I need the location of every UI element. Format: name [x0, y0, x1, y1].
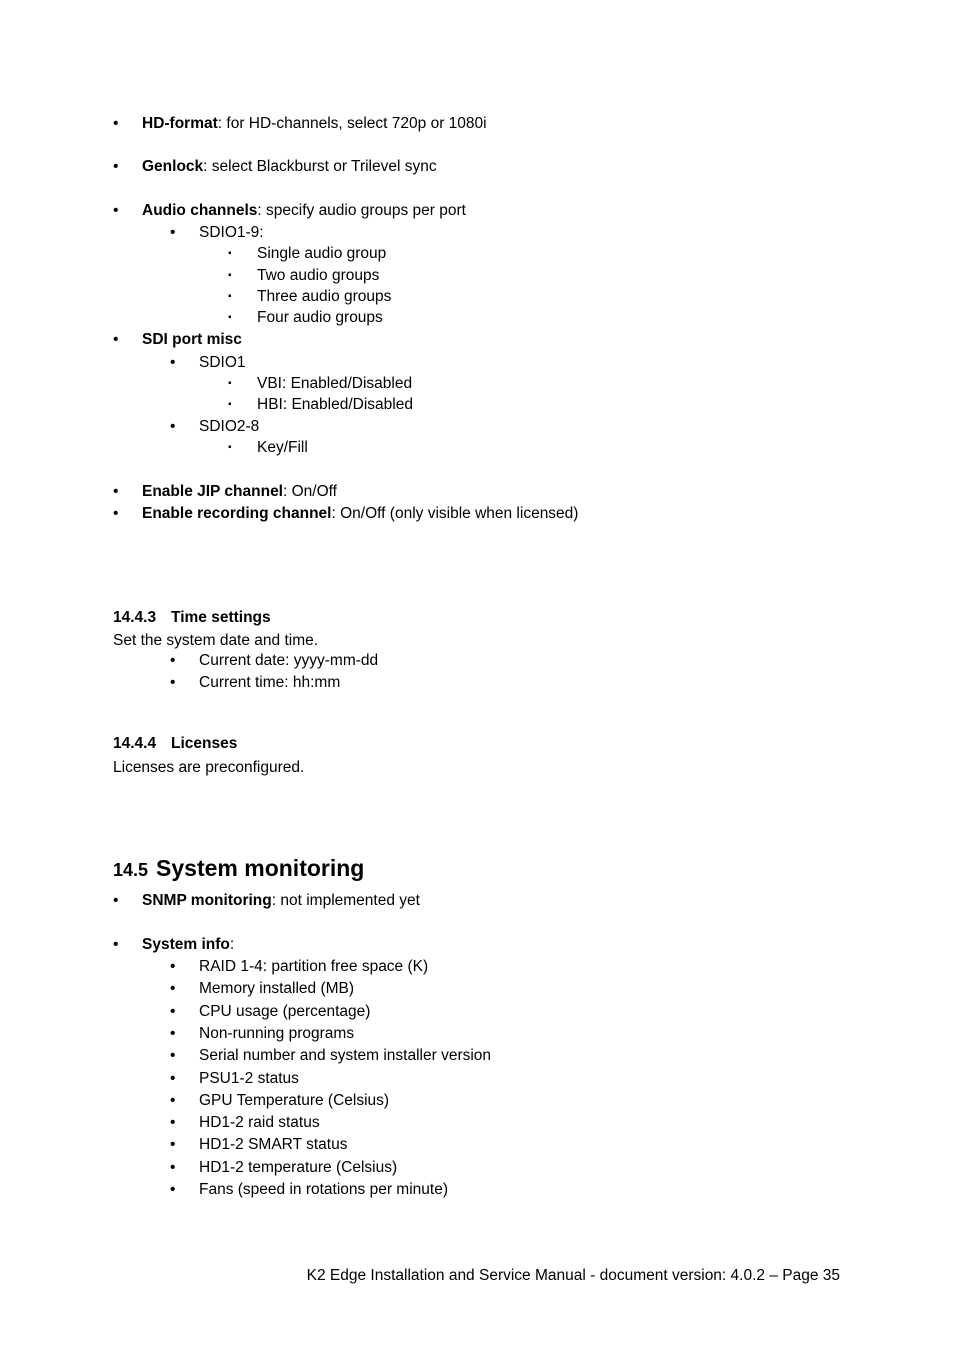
bullet: •	[170, 652, 176, 669]
bullet: •	[170, 1070, 176, 1087]
sdio1-label: SDIO1	[199, 354, 246, 371]
bullet: •	[170, 1025, 176, 1042]
square-bullet: ▪	[228, 442, 232, 453]
bullet: •	[170, 1181, 176, 1198]
list-item-enable-recording: Enable recording channel: On/Off (only visible when licensed)	[142, 505, 579, 522]
bullet: •	[170, 1159, 176, 1176]
bullet: •	[170, 1114, 176, 1131]
sdio2-label: SDIO2-8	[199, 418, 260, 435]
square-bullet: ▪	[228, 399, 232, 410]
system-info-item: RAID 1-4: partition free space (K)	[199, 958, 429, 975]
bullet: •	[170, 354, 176, 371]
list-item-snmp: SNMP monitoring: not implemented yet	[142, 892, 420, 909]
list-item-audio-channels: Audio channels: specify audio groups per port	[142, 202, 466, 219]
square-bullet: ▪	[228, 378, 232, 389]
system-info-item: Fans (speed in rotations per minute)	[199, 1181, 448, 1198]
time-settings-intro: Set the system date and time.	[113, 632, 319, 649]
audio-group-item: Four audio groups	[257, 309, 383, 326]
bullet: •	[113, 331, 119, 348]
section-heading-licenses: 14.4.4 Licenses	[113, 735, 238, 752]
system-info-item: Serial number and system installer version	[199, 1047, 492, 1064]
bullet: •	[170, 674, 176, 691]
bullet: •	[113, 483, 119, 500]
list-item-sdi-port-misc: SDI port misc	[142, 331, 242, 348]
bullet: •	[113, 505, 119, 522]
system-info-item: HD1-2 temperature (Celsius)	[199, 1159, 398, 1176]
system-info-item: PSU1-2 status	[199, 1070, 299, 1087]
square-bullet: ▪	[228, 312, 232, 323]
licenses-text: Licenses are preconfigured.	[113, 759, 305, 776]
system-info-item: Non-running programs	[199, 1025, 355, 1042]
time-setting-item: Current time: hh:mm	[199, 674, 341, 691]
bullet: •	[170, 1092, 176, 1109]
system-info-item: GPU Temperature (Celsius)	[199, 1092, 390, 1109]
list-item-enable-jip: Enable JIP channel: On/Off	[142, 483, 337, 500]
section-heading-time-settings: 14.4.3 Time settings	[113, 609, 271, 626]
audio-port-label: SDIO1-9:	[199, 224, 264, 241]
bullet: •	[170, 1047, 176, 1064]
audio-group-item: Two audio groups	[257, 267, 380, 284]
bullet: •	[113, 892, 119, 909]
sdio2-item: Key/Fill	[257, 439, 308, 456]
bullet: •	[113, 158, 119, 175]
bullet: •	[170, 224, 176, 241]
square-bullet: ▪	[228, 248, 232, 259]
system-info-item: CPU usage (percentage)	[199, 1003, 371, 1020]
bullet: •	[170, 980, 176, 997]
audio-group-item: Single audio group	[257, 245, 387, 262]
sdio1-item: HBI: Enabled/Disabled	[257, 396, 413, 413]
bullet: •	[170, 418, 176, 435]
bullet: •	[170, 1003, 176, 1020]
bullet: •	[170, 958, 176, 975]
time-setting-item: Current date: yyyy-mm-dd	[199, 652, 379, 669]
system-info-item: Memory installed (MB)	[199, 980, 355, 997]
list-item-genlock: Genlock: select Blackburst or Trilevel sync	[142, 158, 437, 175]
square-bullet: ▪	[228, 291, 232, 302]
bullet: •	[113, 115, 119, 132]
bullet: •	[113, 202, 119, 219]
sdio1-item: VBI: Enabled/Disabled	[257, 375, 413, 392]
bullet: •	[170, 1136, 176, 1153]
list-item-hd-format: HD-format: for HD-channels, select 720p or 1080i	[142, 115, 487, 132]
list-item-system-info: System info:	[142, 936, 235, 953]
section-heading-system-monitoring: 14.5 System monitoring	[113, 855, 365, 881]
system-info-item: HD1-2 SMART status	[199, 1136, 348, 1153]
bullet: •	[113, 936, 119, 953]
page-footer: K2 Edge Installation and Service Manual - document version: 4.0.2 – Page 35	[306, 1267, 840, 1284]
audio-group-item: Three audio groups	[257, 288, 392, 305]
square-bullet: ▪	[228, 270, 232, 281]
system-info-item: HD1-2 raid status	[199, 1114, 320, 1131]
